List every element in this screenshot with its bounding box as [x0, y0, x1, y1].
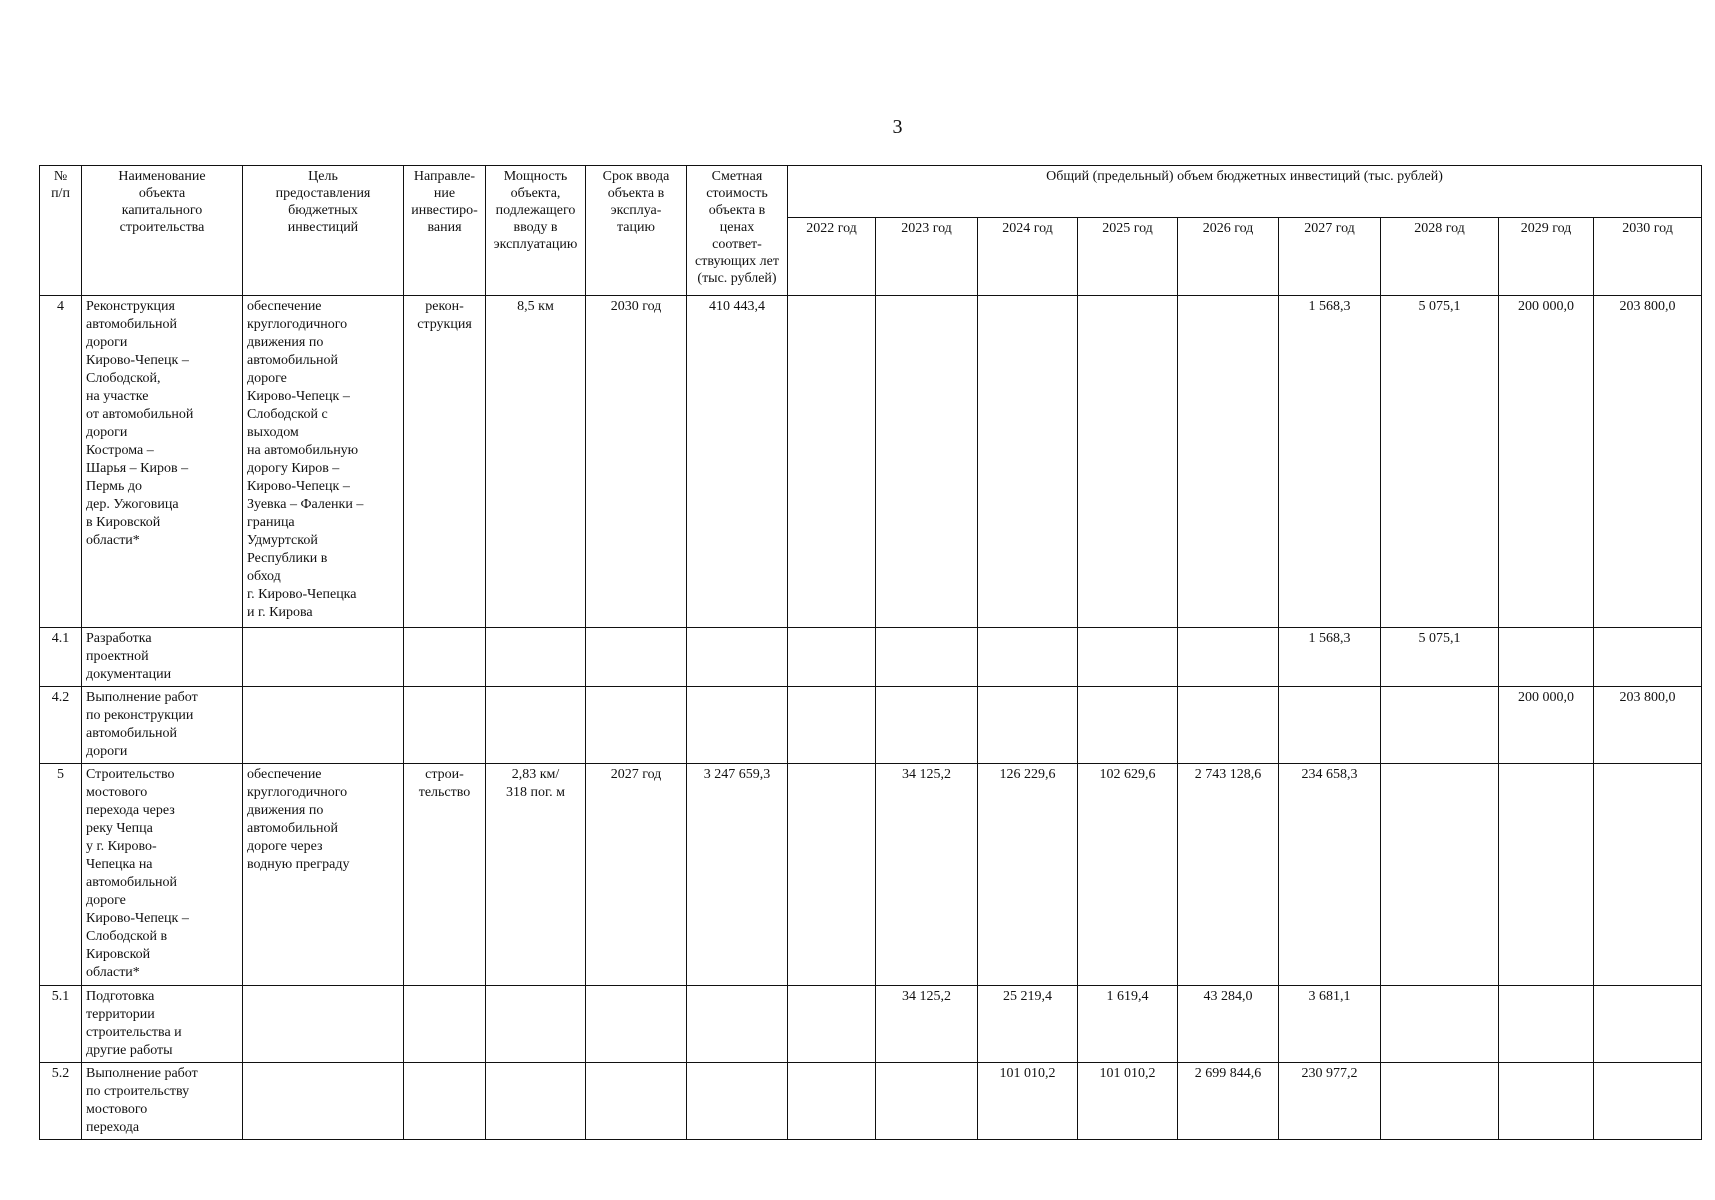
row-term: 2030 год — [586, 296, 687, 628]
row-year-value: 3 681,1 — [1279, 986, 1381, 1063]
header-year: 2022 год — [788, 218, 876, 296]
header-year: 2026 год — [1178, 218, 1279, 296]
row-direction: рекон- струкция — [404, 296, 486, 628]
row-num: 4.1 — [40, 628, 82, 687]
row-year-value — [788, 986, 876, 1063]
row-year-value — [788, 296, 876, 628]
header-name: Наименование объекта капитального строительства — [82, 166, 243, 296]
table-row — [40, 764, 1702, 986]
row-year-value: 34 125,2 — [876, 764, 978, 986]
row-cost: 3 247 659,3 — [687, 764, 788, 986]
header-year: 2024 год — [978, 218, 1078, 296]
row-year-value: 230 977,2 — [1279, 1063, 1381, 1140]
row-num: 4 — [40, 296, 82, 628]
row-year-value — [1594, 628, 1702, 687]
row-year-value — [1381, 1063, 1499, 1140]
row-year-value — [1499, 628, 1594, 687]
row-year-value — [1381, 687, 1499, 764]
row-capacity: 2,83 км/ 318 пог. м — [486, 764, 586, 986]
row-name: Разработка проектной документации — [82, 628, 243, 687]
header-year: 2028 год — [1381, 218, 1499, 296]
row-year-value — [1594, 1063, 1702, 1140]
row-year-value: 101 010,2 — [978, 1063, 1078, 1140]
header-year: 2023 год — [876, 218, 978, 296]
row-year-value: 200 000,0 — [1499, 296, 1594, 628]
row-year-value — [1381, 986, 1499, 1063]
row-year-value — [978, 628, 1078, 687]
row-year-value: 200 000,0 — [1499, 687, 1594, 764]
row-direction — [404, 986, 486, 1063]
row-year-value: 5 075,1 — [1381, 628, 1499, 687]
row-year-value — [1594, 986, 1702, 1063]
row-year-value: 234 658,3 — [1279, 764, 1381, 986]
row-capacity — [486, 1063, 586, 1140]
row-name: Выполнение работ по реконструкции автомобильной дороги — [82, 687, 243, 764]
row-year-value: 2 699 844,6 — [1178, 1063, 1279, 1140]
row-year-value: 101 010,2 — [1078, 1063, 1178, 1140]
row-capacity: 8,5 км — [486, 296, 586, 628]
row-goal — [243, 687, 404, 764]
header-total-investment: Общий (предельный) объем бюджетных инвестиций (тыс. рублей) — [788, 166, 1702, 218]
row-term — [586, 628, 687, 687]
row-year-value — [876, 687, 978, 764]
row-year-value — [1381, 764, 1499, 986]
row-goal — [243, 628, 404, 687]
row-direction — [404, 687, 486, 764]
page-number: 3 — [892, 116, 903, 138]
row-cost: 410 443,4 — [687, 296, 788, 628]
row-name: Строительство мостового перехода через реку Чепца у г. Кирово- Чепецка на автомобильной дороге Кирово-Чепецк – Слободской в Кировской области* — [82, 764, 243, 986]
row-cost — [687, 986, 788, 1063]
row-year-value: 126 229,6 — [978, 764, 1078, 986]
table-row — [40, 687, 1702, 764]
row-year-value — [788, 628, 876, 687]
row-name: Выполнение работ по строительству мостового перехода — [82, 1063, 243, 1140]
row-num: 4.2 — [40, 687, 82, 764]
row-year-value: 203 800,0 — [1594, 296, 1702, 628]
row-year-value — [1078, 296, 1178, 628]
row-year-value — [1499, 986, 1594, 1063]
row-year-value — [1178, 296, 1279, 628]
row-num: 5.1 — [40, 986, 82, 1063]
header-cost: Сметная стоимость объекта в ценах соответ- ствующих лет (тыс. рублей) — [687, 166, 788, 296]
header-year: 2030 год — [1594, 218, 1702, 296]
row-year-value: 5 075,1 — [1381, 296, 1499, 628]
row-year-value — [1499, 1063, 1594, 1140]
header-capacity: Мощность объекта, подлежащего вводу в эксплуатацию — [486, 166, 586, 296]
row-year-value — [1178, 687, 1279, 764]
row-term — [586, 1063, 687, 1140]
row-num: 5 — [40, 764, 82, 986]
header-term: Срок ввода объекта в эксплуа- тацию — [586, 166, 687, 296]
row-year-value: 1 568,3 — [1279, 628, 1381, 687]
row-capacity — [486, 628, 586, 687]
row-year-value: 25 219,4 — [978, 986, 1078, 1063]
row-cost — [687, 687, 788, 764]
row-goal: обеспечение круглогодичного движения по автомобильной дороге Кирово-Чепецк – Слободской с выходом на автомобильную дорогу Киров – Кирово-Чепецк – Зуевка – Фаленки – граница Удмуртской Республики в обход г. Кирово-Чепецка и г. Кирова — [243, 296, 404, 628]
row-direction — [404, 1063, 486, 1140]
row-year-value — [1279, 687, 1381, 764]
header-year: 2029 год — [1499, 218, 1594, 296]
row-year-value — [876, 296, 978, 628]
row-year-value: 1 568,3 — [1279, 296, 1381, 628]
row-year-value — [978, 296, 1078, 628]
header-year: 2027 год — [1279, 218, 1381, 296]
header-goal: Цель предоставления бюджетных инвестиций — [243, 166, 404, 296]
table-row — [40, 1063, 1702, 1140]
table-row — [40, 986, 1702, 1063]
budget-investment-table — [39, 165, 1702, 1140]
row-year-value: 1 619,4 — [1078, 986, 1178, 1063]
row-year-value — [1078, 628, 1178, 687]
row-year-value — [788, 1063, 876, 1140]
row-term — [586, 687, 687, 764]
row-year-value — [1499, 764, 1594, 986]
row-direction — [404, 628, 486, 687]
row-year-value — [1594, 764, 1702, 986]
table-row — [40, 628, 1702, 687]
row-year-value — [1078, 687, 1178, 764]
row-year-value: 203 800,0 — [1594, 687, 1702, 764]
row-num: 5.2 — [40, 1063, 82, 1140]
row-capacity — [486, 687, 586, 764]
row-year-value — [1178, 628, 1279, 687]
row-term — [586, 986, 687, 1063]
row-name: Подготовка территории строительства и другие работы — [82, 986, 243, 1063]
row-goal — [243, 986, 404, 1063]
row-year-value — [788, 764, 876, 986]
row-year-value: 2 743 128,6 — [1178, 764, 1279, 986]
row-direction: строи- тельство — [404, 764, 486, 986]
header-year: 2025 год — [1078, 218, 1178, 296]
row-cost — [687, 1063, 788, 1140]
row-goal: обеспечение круглогодичного движения по автомобильной дороге через водную преграду — [243, 764, 404, 986]
row-year-value: 102 629,6 — [1078, 764, 1178, 986]
row-year-value — [876, 628, 978, 687]
table-row — [40, 296, 1702, 628]
row-year-value — [876, 1063, 978, 1140]
row-year-value — [978, 687, 1078, 764]
row-capacity — [486, 986, 586, 1063]
row-goal — [243, 1063, 404, 1140]
row-year-value: 43 284,0 — [1178, 986, 1279, 1063]
header-direction: Направле- ние инвестиро- вания — [404, 166, 486, 296]
row-cost — [687, 628, 788, 687]
header-num: № п/п — [40, 166, 82, 296]
row-term: 2027 год — [586, 764, 687, 986]
row-name: Реконструкция автомобильной дороги Кирово-Чепецк – Слободской, на участке от автомобильной дороги Кострома – Шарья – Киров – Пермь до дер. Ужоговица в Кировской области* — [82, 296, 243, 628]
row-year-value: 34 125,2 — [876, 986, 978, 1063]
row-year-value — [788, 687, 876, 764]
